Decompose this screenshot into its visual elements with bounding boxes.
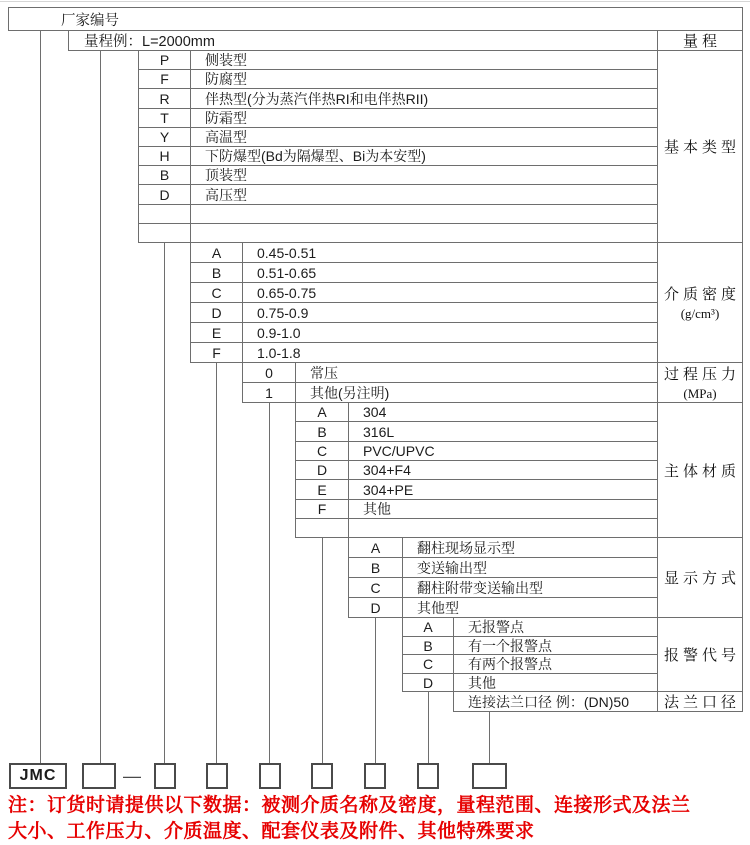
desc-cell: 伴热型(分为蒸汽伴热RI和电伴热RII) [190,88,658,109]
density-row [0,242,750,263]
ordering-note-line1: 注：订货时请提供以下数据：被测介质名称及密度，量程范围、连接形式及法兰 [8,795,691,816]
code-cell: C [402,654,454,674]
section-label-display-mode: 显示方式 [657,537,743,618]
code-cell: A [190,242,243,263]
page-top-divider [0,1,750,2]
flange-size-row [453,691,658,712]
section-label-pressure: 过程压力 (MPa) [657,362,743,403]
code-cell: T [138,108,191,128]
code-cell: C [295,441,349,461]
ordering-note [8,793,748,845]
desc-cell [348,518,658,538]
desc-cell: 304+F4 [348,460,658,480]
desc-cell: 0.51-0.65 [242,262,658,283]
code-cell: B [138,165,191,185]
code-cell: D [190,302,243,323]
desc-cell: 有一个报警点 [453,636,658,655]
code-cell: R [138,88,191,109]
factory-number-label: 厂家编号 [61,12,119,29]
section-label-material: 主体材质 [657,402,743,538]
basic-type-row [0,69,750,89]
section-label-density: 介质密度 (g/cm³) [657,242,743,363]
connector-line-flange [489,711,490,764]
code-box-range [82,763,116,789]
connector-line-material [322,537,323,764]
desc-cell: 其他 [453,673,658,692]
desc-cell [190,223,658,243]
code-cell: C [190,282,243,303]
range-example-text: 量程例：L=2000mm [84,34,215,50]
desc-cell: 0.9-1.0 [242,322,658,343]
density-row [0,262,750,283]
material-row [0,499,750,519]
desc-cell: 常压 [295,362,658,383]
connector-line-display-mode [375,617,376,764]
code-box-alarm [417,763,439,789]
code-cell: A [295,402,349,422]
desc-cell: PVC/UPVC [348,441,658,461]
material-row [0,421,750,442]
factory-number-row [8,7,743,31]
section-label-alarm: 报警代号 [657,617,743,692]
connector-line-factory [40,30,41,764]
material-row [0,460,750,480]
desc-cell: 有两个报警点 [453,654,658,674]
display-mode-row [0,577,750,598]
connector-line-alarm [428,691,429,764]
density-row [0,342,750,363]
code-cell: D [138,184,191,205]
basic-type-row [0,184,750,205]
section-label-flange: 法兰口径 [657,691,743,712]
display-mode-row [0,537,750,558]
desc-cell: 防腐型 [190,69,658,89]
desc-cell: 无报警点 [453,617,658,637]
basic-type-row [0,108,750,128]
desc-cell: 0.45-0.51 [242,242,658,263]
density-row [0,282,750,303]
material-row [0,402,750,422]
code-cell: Y [138,127,191,147]
basic-type-row [0,50,750,70]
desc-cell: 304 [348,402,658,422]
desc-cell: 其他 [348,499,658,519]
model-code-separator: — [123,765,141,786]
connector-line-range [100,50,101,764]
desc-cell: 下防爆型(Bd为隔爆型、Bi为本安型) [190,146,658,166]
code-cell [138,204,191,224]
code-cell: B [190,262,243,283]
material-row [0,518,750,538]
code-cell: E [190,322,243,343]
material-row [0,441,750,461]
display-mode-row [0,597,750,618]
desc-cell: 高压型 [190,184,658,205]
code-cell: A [348,537,403,558]
basic-type-row [0,223,750,243]
code-box-flange [472,763,507,789]
basic-type-row [0,88,750,109]
section-label-basic-type: 基本类型 [657,50,743,243]
desc-cell: 0.75-0.9 [242,302,658,323]
material-row [0,479,750,500]
desc-cell: 304+PE [348,479,658,500]
section-label-range: 量程 [657,30,743,51]
density-row [0,322,750,343]
code-cell: B [402,636,454,655]
desc-cell: 316L [348,421,658,442]
desc-cell: 变送输出型 [402,557,658,578]
desc-cell: 翻柱附带变送输出型 [402,577,658,598]
desc-cell: 其他(另注明) [295,382,658,403]
code-cell: D [402,673,454,692]
code-cell [138,223,191,243]
code-cell: D [348,597,403,618]
ordering-note-line2: 大小、工作压力、介质温度、配套仪表及附件、其他特殊要求 [8,821,535,842]
basic-type-row [0,127,750,147]
pressure-row [0,362,750,383]
flange-size-text: 连接法兰口径 例：(DN)50 [468,693,630,710]
desc-cell: 其他型 [402,597,658,618]
connector-line-pressure [269,402,270,764]
code-box-display-mode [364,763,386,789]
code-cell: F [138,69,191,89]
code-cell: P [138,50,191,70]
code-cell: F [190,342,243,363]
code-cell: B [295,421,349,442]
code-cell: A [402,617,454,637]
code-cell: 1 [242,382,296,403]
model-prefix-box: JMC [9,763,67,789]
code-cell: F [295,499,349,519]
desc-cell: 高温型 [190,127,658,147]
desc-cell: 1.0-1.8 [242,342,658,363]
connector-line-density [216,362,217,764]
code-cell [295,518,349,538]
code-box-basic-type [154,763,176,789]
basic-type-row [0,204,750,224]
code-cell: C [348,577,403,598]
desc-cell [190,204,658,224]
code-cell: E [295,479,349,500]
display-mode-row [0,557,750,578]
connector-line-basic-type [164,242,165,764]
code-box-pressure [259,763,281,789]
basic-type-row [0,146,750,166]
code-box-material [311,763,333,789]
density-row [0,302,750,323]
desc-cell: 翻柱现场显示型 [402,537,658,558]
desc-cell: 防霜型 [190,108,658,128]
desc-cell: 顶装型 [190,165,658,185]
desc-cell: 侧装型 [190,50,658,70]
range-example-row [68,30,658,51]
code-cell: 0 [242,362,296,383]
code-box-density [206,763,228,789]
pressure-row [0,382,750,403]
code-cell: B [348,557,403,578]
basic-type-row [0,165,750,185]
code-cell: D [295,460,349,480]
desc-cell: 0.65-0.75 [242,282,658,303]
code-cell: H [138,146,191,166]
